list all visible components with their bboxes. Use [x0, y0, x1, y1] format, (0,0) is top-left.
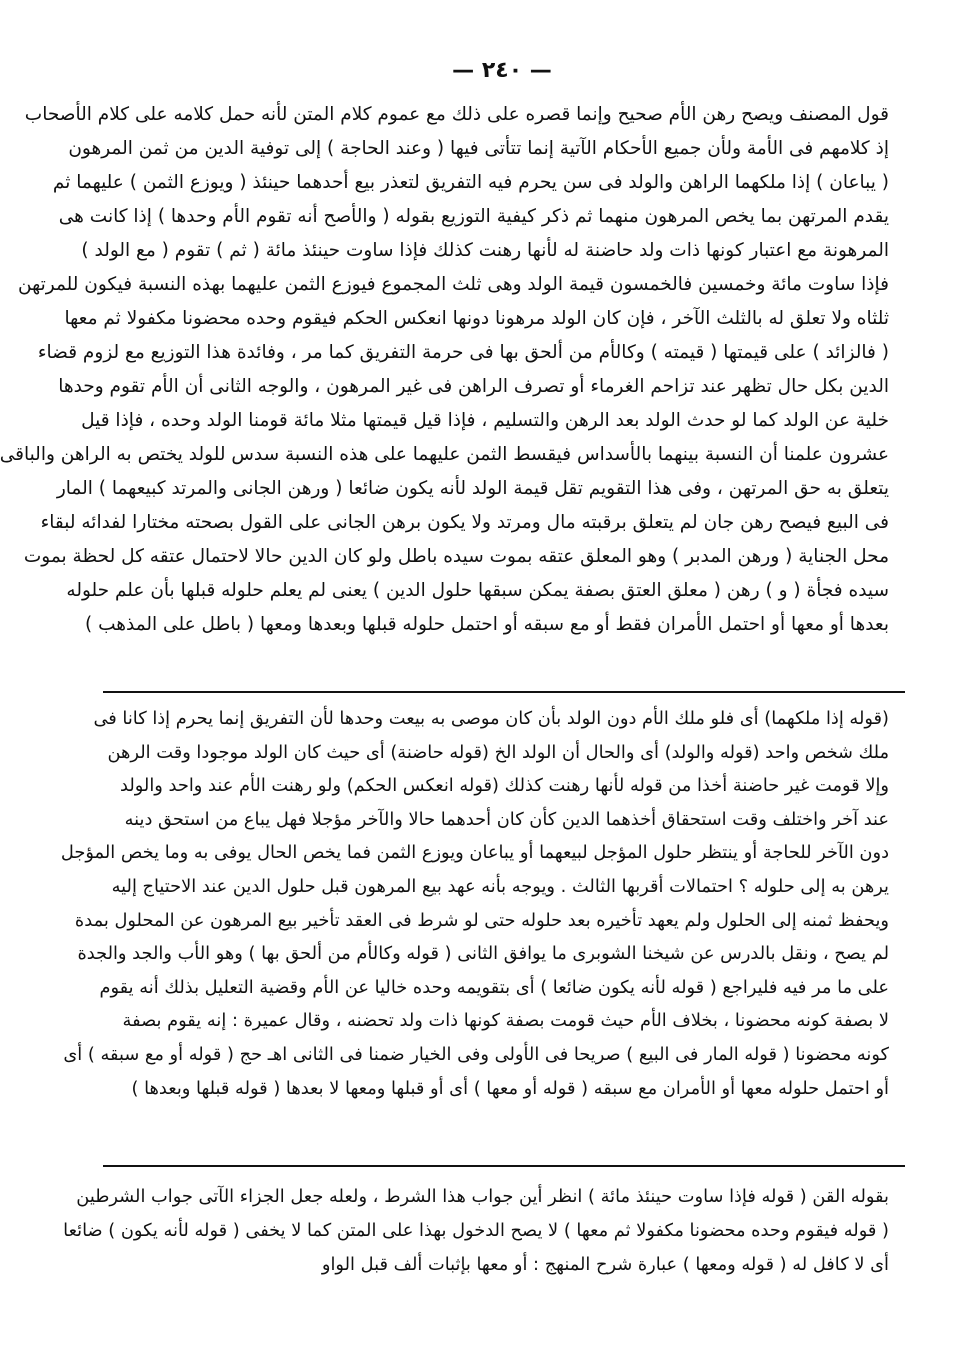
divider-line: [103, 691, 905, 693]
main-line: فى البيع فيصح رهن جان لم يتعلق برقبته مال ومرتد ولا يكون برهن الجانى على القول بصحته مختارا لفدائه لبقاء: [40, 512, 889, 533]
note-line: أو احتمل حلوله معها أو الأمران مع سبقه ( قوله أو معها ) أى أو قبلها ومعها لا بعدها ( قوله قبلها وبعدها ): [131, 1077, 889, 1099]
main-text: [0, 98, 889, 642]
main-line: قول المصنف ويصح رهن الأم صحيح وإنما قصره على ذلك مع عموم كلام المتن لأنه حمل كلامه على كلام الأصحاب: [24, 104, 889, 125]
page-number: — ٢٤٠ —: [452, 58, 552, 83]
main-line: الدين بكل حال تظهر عند تزاحم الغرماء أو تصرف الراهن فى غير المرهون ، والوجه الثانى أن الأم تقوم وحدها: [58, 376, 889, 397]
main-line: عشرون علمنا أن النسبة بينهما بالأسداس فيقسط الثمن عليهما على هذه النسبة سدس للولد يختص به الراهن والباقى: [0, 444, 889, 465]
main-line: خلية عن الولد كما لو حدث الولد بعد الرهن والتسليم ، فإذا قيل قيمتها مثلا مائة قومنا الولد وحده ، فإذا قيل: [81, 410, 889, 431]
divider-line: [103, 1165, 905, 1167]
secondary-note-line: بقوله القن ( قوله فإذا ساوت حينئذ مائة ) انظر أين جواب هذا الشرط ، ولعله جعل الجزاء الآتى جواب الشرطين: [76, 1186, 889, 1207]
note-line: دون الآخر للحاجة أو ينتظر حلول المؤجل لبيعهما أو يباعان ويوزع الثمن فما يخص الحال يوفى به وما يخص المؤجل: [60, 842, 889, 864]
note-line: (قوله إذا ملكهما) أى فلو ملك الأم دون الولد بأن كان موصى به بيعت وحدها لأن التفريق إنما يحرم إذا كانا فى: [93, 708, 889, 729]
main-line: يتعلق به حق المرتهن ، وفى هذا التقويم تقل قيمة الولد لأنه يكون ضائعا ( ورهن الجانى والمرتد كبيعهما ) المار: [56, 478, 889, 499]
note-line: كونه محضونا ( قوله المار فى البيع ) صريحا فى الأولى وفى الخيار ضمنا فى الثانى اهـ حج ( قوله أو مع سبقه ) أى: [63, 1043, 889, 1065]
main-line: سيده فجأة ( و ) رهن ( معلق العتق بصفة يمكن سبقها حلول الدين ) يعنى لم يعلم حلوله قبلها بأن علم حلوله: [66, 580, 889, 601]
main-line: فإذا ساوت مائة وخمسين فالخمسون قيمة الولد وهى ثلث المجموع فيوزع الثمن عليهما بهذه النسبة فيكون للمرتهن: [17, 274, 889, 295]
secondary-notes-text: [63, 1180, 889, 1282]
note-line: يرهن به إلى حلوله ؟ احتمالات أقربها الثالث . ويوجه بأنه عهد بيع المرهون قبل حلول الدين عند الاحتياج إليه: [111, 875, 889, 897]
note-line: وإلا قومت غير حاضنة أخذا من قوله لأنها رهنت كذلك (قوله انعكس الحكم) ولو رهنت الأم عند واحد والولد: [119, 775, 889, 797]
main-line: محل الجناية ( ورهن المدبر ) وهو المعلق عتقه بموت سيده باطل ولو كان الدين حالا لاحتمال عتقه كل لحظة بموت: [23, 546, 889, 567]
main-line: ( يباعان ) إذا ملكهما الراهن والولد فى سن يحرم فيه التفريق لتعذر بيع أحدهما حينئذ ( ويوزع الثمن ) عليهما ثم: [52, 172, 889, 193]
secondary-note-line: ( قوله فيقوم وحده محضونا مكفولا ثم معها ) لا يصح الدخول بهذا على المتن كما لا يخفى ( قوله لأنه يكون ) ضائعا: [63, 1220, 889, 1241]
note-line: ملك شخص واحد (قوله والولد) أى والحال أن الولد الخ (قوله حاضنة) أى حيث كان الولد موجودا وقت الرهن: [107, 741, 889, 763]
main-line: بعدها أو معها أو احتمل الأمران فقط أو مع سبقه أو احتمل حلوله قبلها وبعدها ومعها ( باطل على المذهب ): [84, 614, 889, 635]
main-line: ( فالزائد ) على قيمتها ( قيمته ) وكالأم من ألحق بها فى حرمة التفريق كما مر ، وفائدة هذا التوزيع مع لزوم قضاء: [37, 342, 889, 363]
note-line: لم يصح ، ونقل بالدرس عن شيخنا الشوبرى ما يوافق الثانى ( قوله وكالأم من ألحق بها ) وهو الأب والجد والجدة: [77, 943, 889, 965]
main-line: إذ كلامهم فى الأمة ولأن جميع الأحكام الآتية إنما تتأتى فيها ( وعند الحاجة ) إلى توفية الدين من ثمن المرهون: [68, 138, 889, 159]
notes-text: [60, 702, 889, 1105]
main-line: يقدم المرتهن بما يخص المرهون منهما ثم ذكر كيفية التوزيع بقوله ( والأصح أنه تقوم الأم وحدها ) إذا كانت هى: [58, 206, 889, 227]
secondary-note-line: أى لا كافل له ( قوله ومعها ) عبارة شرح المنهج : أو معها بإثبات ألف قبل الواو: [321, 1254, 889, 1275]
main-line: ثلثاه ولا تعلق له بالثلث الآخر ، فإن كان الولد مرهونا دونها انعكس الحكم فيقوم وحده محضونا مكفولا ثم معها: [64, 308, 889, 329]
note-line: على ما مر فيه فليراجع ( قوله لأنه يكون ضائعا ) أى بتقويمه وحده خاليا عن الأم وقضية التعليل بذلك أنه يقوم: [99, 976, 889, 998]
main-line: المرهونة مع اعتبار كونها ذات ولد حاضنة له لأنها رهنت كذلك فإذا ساوت حينئذ مائة ( ثم ) تقوم ( مع الولد ): [81, 240, 889, 261]
note-line: عند آخر واختلف وقت استحقاق أخذهما الدين كأن كان أحدهما حالا والآخر مؤجلا فهل يباع من استحق دينه: [124, 808, 889, 830]
note-line: لا بصفة كونه محضونا ، بخلاف الأم حيث قومت بصفة كونها ذات ولد تحضنه ، وقال عميرة : إنه يقوم بصفة: [122, 1010, 889, 1032]
note-line: ويحفظ ثمنه إلى الحلول ولم يعهد تأخيره بعد حلوله حتى لو شرط فى العقد تأخير بيع المرهون عن المحلول بمدة: [74, 909, 889, 931]
